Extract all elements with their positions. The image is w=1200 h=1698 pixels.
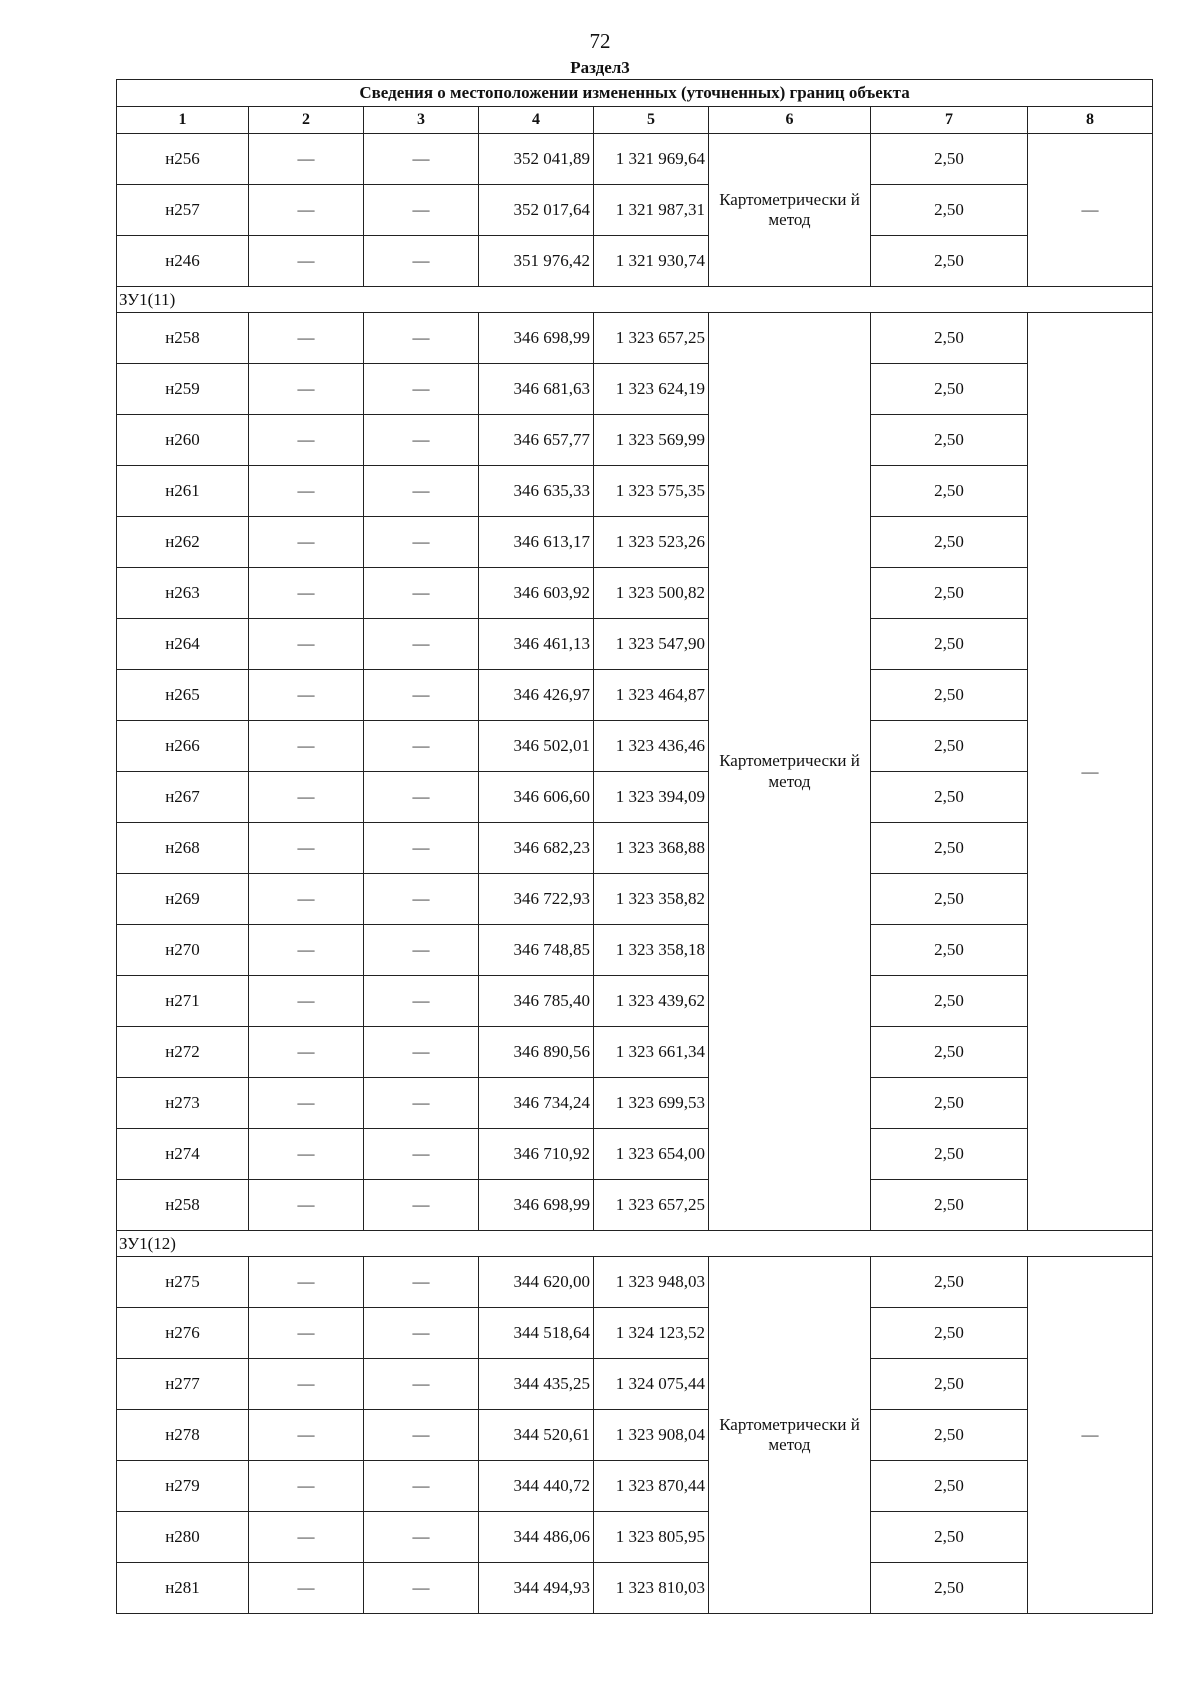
page-number: 72	[589, 29, 611, 53]
column-number: 5	[594, 107, 709, 134]
group-label: ЗУ1(12)	[117, 1231, 1153, 1257]
table-row	[117, 1410, 1153, 1461]
dash-cell: —	[364, 976, 479, 1027]
table-row	[117, 976, 1153, 1027]
dash-cell: —	[364, 1078, 479, 1129]
accuracy-cell: 2,50	[871, 1129, 1028, 1180]
x-coordinate-cell: 344 518,64	[479, 1308, 594, 1359]
y-coordinate-cell: 1 323 358,18	[594, 925, 709, 976]
table-row	[117, 1078, 1153, 1129]
column-number: 8	[1028, 107, 1153, 134]
accuracy-cell: 2,50	[871, 134, 1028, 185]
point-name-cell: н267	[117, 772, 249, 823]
y-coordinate-cell: 1 324 123,52	[594, 1308, 709, 1359]
point-name-cell: н273	[117, 1078, 249, 1129]
point-name-cell: н276	[117, 1308, 249, 1359]
dash-cell: —	[249, 517, 364, 568]
point-name-cell: н275	[117, 1257, 249, 1308]
accuracy-cell: 2,50	[871, 1563, 1028, 1614]
dash-cell: —	[364, 1359, 479, 1410]
accuracy-cell: 2,50	[871, 1257, 1028, 1308]
dash-cell: —	[364, 925, 479, 976]
x-coordinate-cell: 346 748,85	[479, 925, 594, 976]
table-row	[117, 517, 1153, 568]
accuracy-cell: 2,50	[871, 517, 1028, 568]
y-coordinate-cell: 1 323 654,00	[594, 1129, 709, 1180]
table-row	[117, 415, 1153, 466]
dash-cell: —	[364, 466, 479, 517]
point-name-cell: н257	[117, 185, 249, 236]
accuracy-cell: 2,50	[871, 823, 1028, 874]
column-number-row	[117, 107, 1153, 134]
accuracy-cell: 2,50	[871, 1410, 1028, 1461]
accuracy-cell: 2,50	[871, 772, 1028, 823]
x-coordinate-cell: 352 017,64	[479, 185, 594, 236]
accuracy-cell: 2,50	[871, 1512, 1028, 1563]
y-coordinate-cell: 1 323 948,03	[594, 1257, 709, 1308]
point-name-cell: н260	[117, 415, 249, 466]
y-coordinate-cell: 1 321 930,74	[594, 236, 709, 287]
accuracy-cell: 2,50	[871, 670, 1028, 721]
column-number: 6	[709, 107, 871, 134]
dash-cell: —	[249, 1078, 364, 1129]
accuracy-cell: 2,50	[871, 1180, 1028, 1231]
x-coordinate-cell: 344 435,25	[479, 1359, 594, 1410]
table-row	[117, 1257, 1153, 1308]
table-row	[117, 466, 1153, 517]
x-coordinate-cell: 346 502,01	[479, 721, 594, 772]
point-name-cell: н258	[117, 313, 249, 364]
y-coordinate-cell: 1 323 547,90	[594, 619, 709, 670]
x-coordinate-cell: 346 635,33	[479, 466, 594, 517]
table-row	[117, 1027, 1153, 1078]
dash-cell: —	[249, 721, 364, 772]
column-number: 2	[249, 107, 364, 134]
point-name-cell: н274	[117, 1129, 249, 1180]
table-caption: Сведения о местоположении измененных (уточненных) границ объекта	[117, 80, 1153, 107]
section-title: Раздел3	[570, 58, 630, 77]
table-row	[117, 134, 1153, 185]
accuracy-cell: 2,50	[871, 313, 1028, 364]
y-coordinate-cell: 1 323 661,34	[594, 1027, 709, 1078]
y-coordinate-cell: 1 323 624,19	[594, 364, 709, 415]
point-name-cell: н265	[117, 670, 249, 721]
column-number: 4	[479, 107, 594, 134]
dash-cell: —	[364, 721, 479, 772]
y-coordinate-cell: 1 323 810,03	[594, 1563, 709, 1614]
point-name-cell: н264	[117, 619, 249, 670]
point-name-cell: н281	[117, 1563, 249, 1614]
dash-cell: —	[364, 1257, 479, 1308]
x-coordinate-cell: 346 698,99	[479, 1180, 594, 1231]
point-name-cell: н259	[117, 364, 249, 415]
table-row	[117, 1461, 1153, 1512]
y-coordinate-cell: 1 323 368,88	[594, 823, 709, 874]
table-row	[117, 1308, 1153, 1359]
column-8-cell: —	[1028, 134, 1153, 287]
y-coordinate-cell: 1 323 358,82	[594, 874, 709, 925]
x-coordinate-cell: 346 682,23	[479, 823, 594, 874]
y-coordinate-cell: 1 323 699,53	[594, 1078, 709, 1129]
y-coordinate-cell: 1 323 575,35	[594, 466, 709, 517]
dash-cell: —	[364, 823, 479, 874]
point-name-cell: н269	[117, 874, 249, 925]
accuracy-cell: 2,50	[871, 925, 1028, 976]
dash-cell: —	[364, 517, 479, 568]
method-cell: Картометрически й метод	[709, 1257, 871, 1614]
x-coordinate-cell: 352 041,89	[479, 134, 594, 185]
accuracy-cell: 2,50	[871, 721, 1028, 772]
point-name-cell: н268	[117, 823, 249, 874]
x-coordinate-cell: 346 890,56	[479, 1027, 594, 1078]
accuracy-cell: 2,50	[871, 976, 1028, 1027]
dash-cell: —	[249, 364, 364, 415]
table-row	[117, 1180, 1153, 1231]
dash-cell: —	[249, 1512, 364, 1563]
point-name-cell: н278	[117, 1410, 249, 1461]
accuracy-cell: 2,50	[871, 236, 1028, 287]
group-label: ЗУ1(11)	[117, 287, 1153, 313]
table-row	[117, 670, 1153, 721]
dash-cell: —	[249, 772, 364, 823]
table-row	[117, 874, 1153, 925]
group-header-row	[117, 287, 1153, 313]
accuracy-cell: 2,50	[871, 415, 1028, 466]
point-name-cell: н258	[117, 1180, 249, 1231]
table-row	[117, 619, 1153, 670]
dash-cell: —	[364, 1180, 479, 1231]
dash-cell: —	[364, 364, 479, 415]
accuracy-cell: 2,50	[871, 466, 1028, 517]
point-name-cell: н262	[117, 517, 249, 568]
x-coordinate-cell: 346 710,92	[479, 1129, 594, 1180]
accuracy-cell: 2,50	[871, 568, 1028, 619]
dash-cell: —	[249, 466, 364, 517]
x-coordinate-cell: 344 486,06	[479, 1512, 594, 1563]
dash-cell: —	[249, 313, 364, 364]
y-coordinate-cell: 1 324 075,44	[594, 1359, 709, 1410]
dash-cell: —	[364, 874, 479, 925]
y-coordinate-cell: 1 323 870,44	[594, 1461, 709, 1512]
x-coordinate-cell: 351 976,42	[479, 236, 594, 287]
dash-cell: —	[249, 619, 364, 670]
accuracy-cell: 2,50	[871, 1308, 1028, 1359]
dash-cell: —	[364, 619, 479, 670]
dash-cell: —	[249, 1180, 364, 1231]
dash-cell: —	[364, 670, 479, 721]
dash-cell: —	[249, 1359, 364, 1410]
table-row	[117, 364, 1153, 415]
column-number: 1	[117, 107, 249, 134]
x-coordinate-cell: 346 426,97	[479, 670, 594, 721]
x-coordinate-cell: 346 785,40	[479, 976, 594, 1027]
dash-cell: —	[364, 568, 479, 619]
point-name-cell: н256	[117, 134, 249, 185]
dash-cell: —	[364, 415, 479, 466]
table-row	[117, 925, 1153, 976]
x-coordinate-cell: 346 657,77	[479, 415, 594, 466]
column-number: 7	[871, 107, 1028, 134]
table-row	[117, 236, 1153, 287]
table-row	[117, 185, 1153, 236]
point-name-cell: н270	[117, 925, 249, 976]
table-row	[117, 568, 1153, 619]
x-coordinate-cell: 344 440,72	[479, 1461, 594, 1512]
x-coordinate-cell: 346 613,17	[479, 517, 594, 568]
point-name-cell: н277	[117, 1359, 249, 1410]
dash-cell: —	[249, 1563, 364, 1614]
accuracy-cell: 2,50	[871, 185, 1028, 236]
y-coordinate-cell: 1 323 908,04	[594, 1410, 709, 1461]
y-coordinate-cell: 1 321 987,31	[594, 185, 709, 236]
point-name-cell: н272	[117, 1027, 249, 1078]
dash-cell: —	[364, 134, 479, 185]
x-coordinate-cell: 344 494,93	[479, 1563, 594, 1614]
column-8-cell: —	[1028, 313, 1153, 1231]
y-coordinate-cell: 1 323 464,87	[594, 670, 709, 721]
dash-cell: —	[249, 874, 364, 925]
dash-cell: —	[364, 313, 479, 364]
dash-cell: —	[249, 236, 364, 287]
dash-cell: —	[249, 1308, 364, 1359]
dash-cell: —	[364, 1563, 479, 1614]
point-name-cell: н280	[117, 1512, 249, 1563]
point-name-cell: н266	[117, 721, 249, 772]
point-name-cell: н246	[117, 236, 249, 287]
table-row	[117, 823, 1153, 874]
point-name-cell: н279	[117, 1461, 249, 1512]
accuracy-cell: 2,50	[871, 1461, 1028, 1512]
dash-cell: —	[249, 976, 364, 1027]
y-coordinate-cell: 1 323 500,82	[594, 568, 709, 619]
dash-cell: —	[249, 1461, 364, 1512]
dash-cell: —	[249, 415, 364, 466]
coordinates-table-container	[116, 79, 1152, 1614]
y-coordinate-cell: 1 323 439,62	[594, 976, 709, 1027]
boundary-coordinates-table	[116, 79, 1153, 1614]
y-coordinate-cell: 1 323 569,99	[594, 415, 709, 466]
table-row	[117, 1512, 1153, 1563]
dash-cell: —	[364, 236, 479, 287]
x-coordinate-cell: 346 698,99	[479, 313, 594, 364]
dash-cell: —	[249, 1027, 364, 1078]
dash-cell: —	[249, 670, 364, 721]
x-coordinate-cell: 344 520,61	[479, 1410, 594, 1461]
dash-cell: —	[249, 568, 364, 619]
point-name-cell: н261	[117, 466, 249, 517]
dash-cell: —	[364, 185, 479, 236]
method-cell: Картометрически й метод	[709, 134, 871, 287]
column-number: 3	[364, 107, 479, 134]
dash-cell: —	[364, 1410, 479, 1461]
dash-cell: —	[249, 134, 364, 185]
accuracy-cell: 2,50	[871, 1027, 1028, 1078]
table-row	[117, 1129, 1153, 1180]
accuracy-cell: 2,50	[871, 364, 1028, 415]
x-coordinate-cell: 346 603,92	[479, 568, 594, 619]
y-coordinate-cell: 1 323 394,09	[594, 772, 709, 823]
y-coordinate-cell: 1 321 969,64	[594, 134, 709, 185]
accuracy-cell: 2,50	[871, 1078, 1028, 1129]
table-row	[117, 1563, 1153, 1614]
y-coordinate-cell: 1 323 436,46	[594, 721, 709, 772]
x-coordinate-cell: 346 606,60	[479, 772, 594, 823]
point-name-cell: н263	[117, 568, 249, 619]
y-coordinate-cell: 1 323 523,26	[594, 517, 709, 568]
table-row	[117, 313, 1153, 364]
dash-cell: —	[249, 823, 364, 874]
accuracy-cell: 2,50	[871, 619, 1028, 670]
dash-cell: —	[249, 925, 364, 976]
x-coordinate-cell: 346 722,93	[479, 874, 594, 925]
x-coordinate-cell: 344 620,00	[479, 1257, 594, 1308]
accuracy-cell: 2,50	[871, 874, 1028, 925]
dash-cell: —	[364, 772, 479, 823]
y-coordinate-cell: 1 323 657,25	[594, 313, 709, 364]
group-header-row	[117, 1231, 1153, 1257]
y-coordinate-cell: 1 323 805,95	[594, 1512, 709, 1563]
table-body	[117, 134, 1153, 1614]
dash-cell: —	[364, 1461, 479, 1512]
method-cell: Картометрически й метод	[709, 313, 871, 1231]
dash-cell: —	[364, 1308, 479, 1359]
dash-cell: —	[364, 1512, 479, 1563]
accuracy-cell: 2,50	[871, 1359, 1028, 1410]
dash-cell: —	[364, 1027, 479, 1078]
dash-cell: —	[249, 185, 364, 236]
table-row	[117, 1359, 1153, 1410]
dash-cell: —	[249, 1410, 364, 1461]
table-row	[117, 721, 1153, 772]
table-row	[117, 772, 1153, 823]
dash-cell: —	[364, 1129, 479, 1180]
y-coordinate-cell: 1 323 657,25	[594, 1180, 709, 1231]
point-name-cell: н271	[117, 976, 249, 1027]
column-8-cell: —	[1028, 1257, 1153, 1614]
x-coordinate-cell: 346 681,63	[479, 364, 594, 415]
x-coordinate-cell: 346 461,13	[479, 619, 594, 670]
dash-cell: —	[249, 1129, 364, 1180]
x-coordinate-cell: 346 734,24	[479, 1078, 594, 1129]
dash-cell: —	[249, 1257, 364, 1308]
